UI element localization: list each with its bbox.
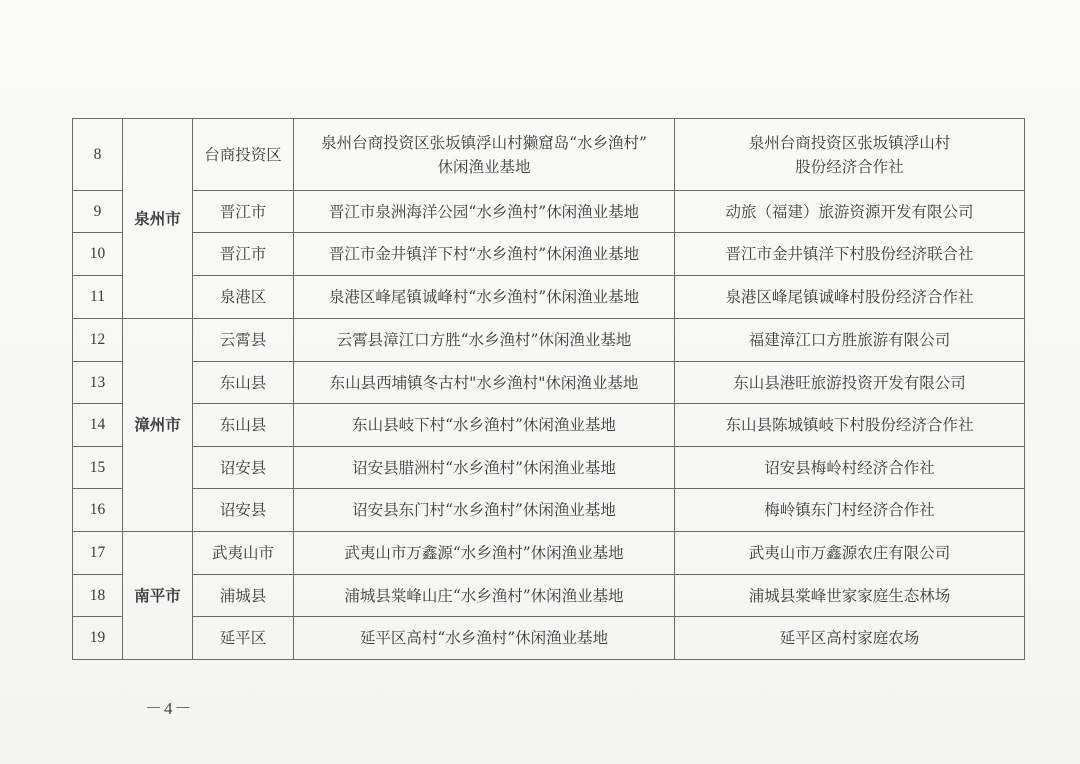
base-name-cell: 诏安县腊洲村“水乡渔村”休闲渔业基地 (294, 447, 675, 489)
county-cell: 泉港区 (193, 276, 294, 319)
operator-cell: 东山县陈城镇岐下村股份经济合作社 (675, 404, 1025, 447)
operator-cell: 东山县港旺旅游投资开发有限公司 (675, 362, 1025, 404)
county-cell: 武夷山市 (193, 532, 294, 575)
operator-cell: 福建漳江口方胜旅游有限公司 (675, 319, 1025, 362)
base-name-cell: 浦城县棠峰山庄“水乡渔村”休闲渔业基地 (294, 575, 675, 617)
county-cell: 诏安县 (193, 447, 294, 489)
row-number: 11 (73, 276, 123, 319)
operator-cell: 泉州台商投资区张坂镇浮山村 股份经济合作社 (675, 119, 1025, 191)
row-number: 12 (73, 319, 123, 362)
county-cell: 东山县 (193, 362, 294, 404)
base-name-cell: 泉港区峰尾镇诚峰村“水乡渔村”休闲渔业基地 (294, 276, 675, 319)
base-name-cell: 泉州台商投资区张坂镇浮山村獭窟岛“水乡渔村” 休闲渔业基地 (294, 119, 675, 191)
county-cell: 诏安县 (193, 489, 294, 532)
city-cell: 泉州市 (123, 119, 193, 319)
table-row (73, 404, 1025, 447)
table-row (73, 191, 1025, 233)
base-name-cell: 延平区高村“水乡渔村”休闲渔业基地 (294, 617, 675, 660)
county-cell: 台商投资区 (193, 119, 294, 191)
base-name-cell: 云霄县漳江口方胜“水乡渔村”休闲渔业基地 (294, 319, 675, 362)
operator-cell: 武夷山市万鑫源农庄有限公司 (675, 532, 1025, 575)
row-number: 9 (73, 191, 123, 233)
city-cell: 南平市 (123, 532, 193, 660)
county-cell: 浦城县 (193, 575, 294, 617)
table-row (73, 276, 1025, 319)
operator-cell: 晋江市金井镇洋下村股份经济联合社 (675, 233, 1025, 276)
base-name-cell: 晋江市泉洲海洋公园“水乡渔村”休闲渔业基地 (294, 191, 675, 233)
row-number: 8 (73, 119, 123, 191)
operator-cell: 诏安县梅岭村经济合作社 (675, 447, 1025, 489)
row-number: 13 (73, 362, 123, 404)
table-row (73, 532, 1025, 575)
operator-cell: 延平区高村家庭农场 (675, 617, 1025, 660)
county-cell: 东山县 (193, 404, 294, 447)
row-number: 10 (73, 233, 123, 276)
table-row (73, 319, 1025, 362)
row-number: 19 (73, 617, 123, 660)
table-row (73, 233, 1025, 276)
table-row (73, 362, 1025, 404)
fishing-base-table (72, 118, 1025, 660)
base-name-cell: 武夷山市万鑫源“水乡渔村”休闲渔业基地 (294, 532, 675, 575)
base-name-cell: 晋江市金井镇洋下村“水乡渔村”休闲渔业基地 (294, 233, 675, 276)
operator-cell: 浦城县棠峰世家家庭生态林场 (675, 575, 1025, 617)
base-name-cell: 诏安县东门村“水乡渔村”休闲渔业基地 (294, 489, 675, 532)
base-name-cell: 东山县岐下村“水乡渔村”休闲渔业基地 (294, 404, 675, 447)
row-number: 16 (73, 489, 123, 532)
table-row (73, 617, 1025, 660)
operator-cell: 动旅（福建）旅游资源开发有限公司 (675, 191, 1025, 233)
county-cell: 晋江市 (193, 191, 294, 233)
row-number: 14 (73, 404, 123, 447)
row-number: 17 (73, 532, 123, 575)
table-row (73, 489, 1025, 532)
table-row (73, 119, 1025, 191)
base-name-cell: 东山县西埔镇冬古村"水乡渔村"休闲渔业基地 (294, 362, 675, 404)
table-row (73, 575, 1025, 617)
county-cell: 云霄县 (193, 319, 294, 362)
operator-cell: 泉港区峰尾镇诚峰村股份经济合作社 (675, 276, 1025, 319)
row-number: 18 (73, 575, 123, 617)
city-cell: 漳州市 (123, 319, 193, 532)
county-cell: 晋江市 (193, 233, 294, 276)
table-row (73, 447, 1025, 489)
page-number: －4－ (145, 699, 194, 718)
operator-cell: 梅岭镇东门村经济合作社 (675, 489, 1025, 532)
row-number: 15 (73, 447, 123, 489)
county-cell: 延平区 (193, 617, 294, 660)
